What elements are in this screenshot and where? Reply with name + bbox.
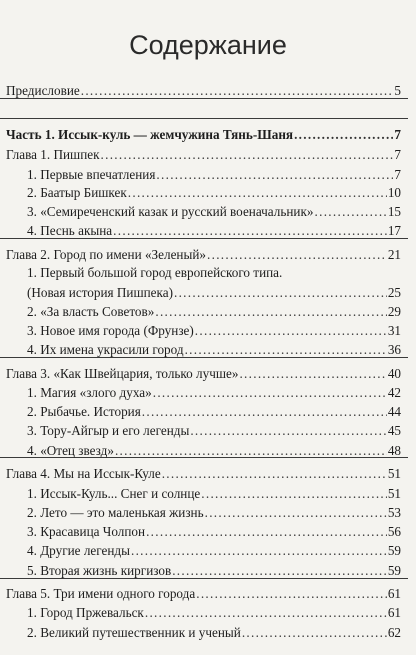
toc-entry-page: 7 — [394, 147, 401, 162]
toc-entry-page: 7 — [394, 167, 401, 182]
toc-entry — [27, 204, 401, 220]
toc-leader-dots — [242, 625, 387, 641]
toc-entry-page: 62 — [387, 625, 401, 640]
toc-entry — [6, 83, 401, 99]
toc-entry — [27, 285, 401, 301]
toc-entry-label: 2. Лето — это маленькая жизнь — [27, 505, 204, 520]
toc-entry — [27, 423, 401, 439]
toc-leader-dots — [294, 127, 393, 143]
toc-entry-label: Глава 4. Мы на Иссык-Куле — [6, 466, 161, 481]
toc-leader-dots — [195, 323, 387, 339]
toc-entry — [27, 342, 401, 358]
toc-leader-dots — [201, 486, 387, 502]
toc-entry-page: 5 — [394, 83, 401, 98]
toc-leader-dots — [185, 342, 387, 358]
toc-entry — [27, 404, 401, 420]
toc-entry-label: Глава 2. Город по имени «Зеленый» — [6, 247, 206, 262]
toc-entry — [27, 265, 401, 281]
toc-leader-dots — [128, 185, 387, 201]
toc-entry-page: 48 — [387, 443, 401, 458]
toc-entry-label: Глава 5. Три имени одного города — [6, 586, 196, 601]
toc-entry-page: 36 — [387, 342, 401, 357]
toc-entry-label: 1. Иссык-Куль... Снег и солнце — [27, 486, 201, 501]
toc-entry — [27, 563, 401, 579]
toc-entry-page: 53 — [387, 505, 401, 520]
toc-entry — [27, 223, 401, 239]
toc-entry — [27, 304, 401, 320]
toc-entry-page: 45 — [387, 423, 401, 438]
toc-entry-label: 2. «За власть Советов» — [27, 304, 155, 319]
toc-leader-dots — [115, 443, 387, 459]
toc-entry-label: 4. «Отец звезд» — [27, 443, 114, 458]
toc-entry — [27, 625, 401, 641]
toc-entry — [6, 127, 401, 143]
toc-leader-dots — [239, 366, 386, 382]
toc-entry-label: (Новая история Пишпека) — [27, 285, 173, 300]
toc-entry-page: 59 — [387, 563, 401, 578]
toc-entry — [27, 323, 401, 339]
toc-leader-dots — [196, 586, 387, 602]
toc-leader-dots — [146, 524, 387, 540]
toc-entry-page: 51 — [387, 486, 401, 501]
toc-leader-dots — [174, 285, 387, 301]
toc-entry-label: Глава 1. Пишпек — [6, 147, 100, 162]
toc-leader-dots — [162, 466, 387, 482]
toc-entry-label: 4. Их имена украсили город — [27, 342, 184, 357]
toc-leader-dots — [172, 563, 387, 579]
toc-leader-dots — [156, 167, 393, 183]
toc-entry-label: 2. Великий путешественник и ученый — [27, 625, 241, 640]
toc-entry-label: 1. Первые впечатления — [27, 167, 156, 182]
toc-entry-label: 1. Первый большой город европейского типа. — [27, 265, 283, 280]
toc-entry-page: 40 — [387, 366, 401, 381]
toc-entry-page: 31 — [387, 323, 401, 338]
toc-entry-page: 61 — [387, 605, 401, 620]
toc-entry — [27, 185, 401, 201]
toc-entry-label: Глава 3. «Как Швейцария, только лучше» — [6, 366, 239, 381]
toc-entry-page: 42 — [387, 385, 401, 400]
toc-entry — [6, 147, 401, 163]
toc-leader-dots — [101, 147, 394, 163]
toc-leader-dots — [153, 385, 387, 401]
toc-leader-dots — [81, 83, 394, 99]
toc-leader-dots — [207, 247, 387, 263]
toc-entry-page: 59 — [387, 543, 401, 558]
toc-entry-label: 5. Вторая жизнь киргизов — [27, 563, 172, 578]
toc-entry-label: 3. Новое имя города (Фрунзе) — [27, 323, 194, 338]
toc-entry-page: 44 — [387, 404, 401, 419]
toc-entry — [6, 586, 401, 602]
toc-entry — [27, 486, 401, 502]
toc-entry — [27, 505, 401, 521]
toc-leader-dots — [315, 204, 387, 220]
toc-entry — [27, 543, 401, 559]
toc-entry-label: 3. Красавица Чолпон — [27, 524, 146, 539]
toc-entry-page: 17 — [387, 223, 401, 238]
toc-entry-label: 4. Другие легенды — [27, 543, 130, 558]
toc-entry-label: 4. Песнь акына — [27, 223, 113, 238]
toc-entry-label: 2. Рыбачье. История — [27, 404, 141, 419]
toc-entry-label: 1. Магия «злого духа» — [27, 385, 152, 400]
toc-leader-dots — [113, 223, 387, 239]
toc-entry-page: 7 — [394, 127, 401, 142]
toc-leader-dots — [142, 404, 387, 420]
toc-entry-page: 29 — [387, 304, 401, 319]
toc-entry-page: 56 — [387, 524, 401, 539]
toc-entry — [6, 366, 401, 382]
toc-entry-label: 2. Баатыр Бишкек — [27, 185, 127, 200]
toc-leader-dots — [205, 505, 387, 521]
toc-entry — [6, 466, 401, 482]
toc-entry-page: 51 — [387, 466, 401, 481]
toc-entry-page: 61 — [387, 586, 401, 601]
toc-entry-page: 10 — [387, 185, 401, 200]
toc-leader-dots — [155, 304, 386, 320]
section-divider — [0, 118, 408, 119]
toc-entry — [27, 443, 401, 459]
toc-entry-page: 15 — [387, 204, 401, 219]
toc-leader-dots — [190, 423, 386, 439]
toc-entry — [27, 605, 401, 621]
toc-entry-page: 21 — [387, 247, 401, 262]
toc-leader-dots — [131, 543, 387, 559]
toc-entry-label: Часть 1. Иссык-куль — жемчужина Тянь-Шаня — [6, 127, 294, 142]
toc-leader-dots — [145, 605, 387, 621]
toc-entry-label: 3. Тору-Айгыр и его легенды — [27, 423, 190, 438]
toc-entry — [27, 385, 401, 401]
toc-entry — [27, 167, 401, 183]
toc-entry — [27, 524, 401, 540]
toc-entry-label: Предисловие — [6, 83, 80, 98]
toc-entry-label: 3. «Семиреченский казак и русский военачальник» — [27, 204, 314, 219]
toc-entry — [6, 247, 401, 263]
toc-entry-page: 25 — [387, 285, 401, 300]
toc-entry-label: 1. Город Пржевальск — [27, 605, 144, 620]
page-title: Содержание — [129, 30, 287, 60]
